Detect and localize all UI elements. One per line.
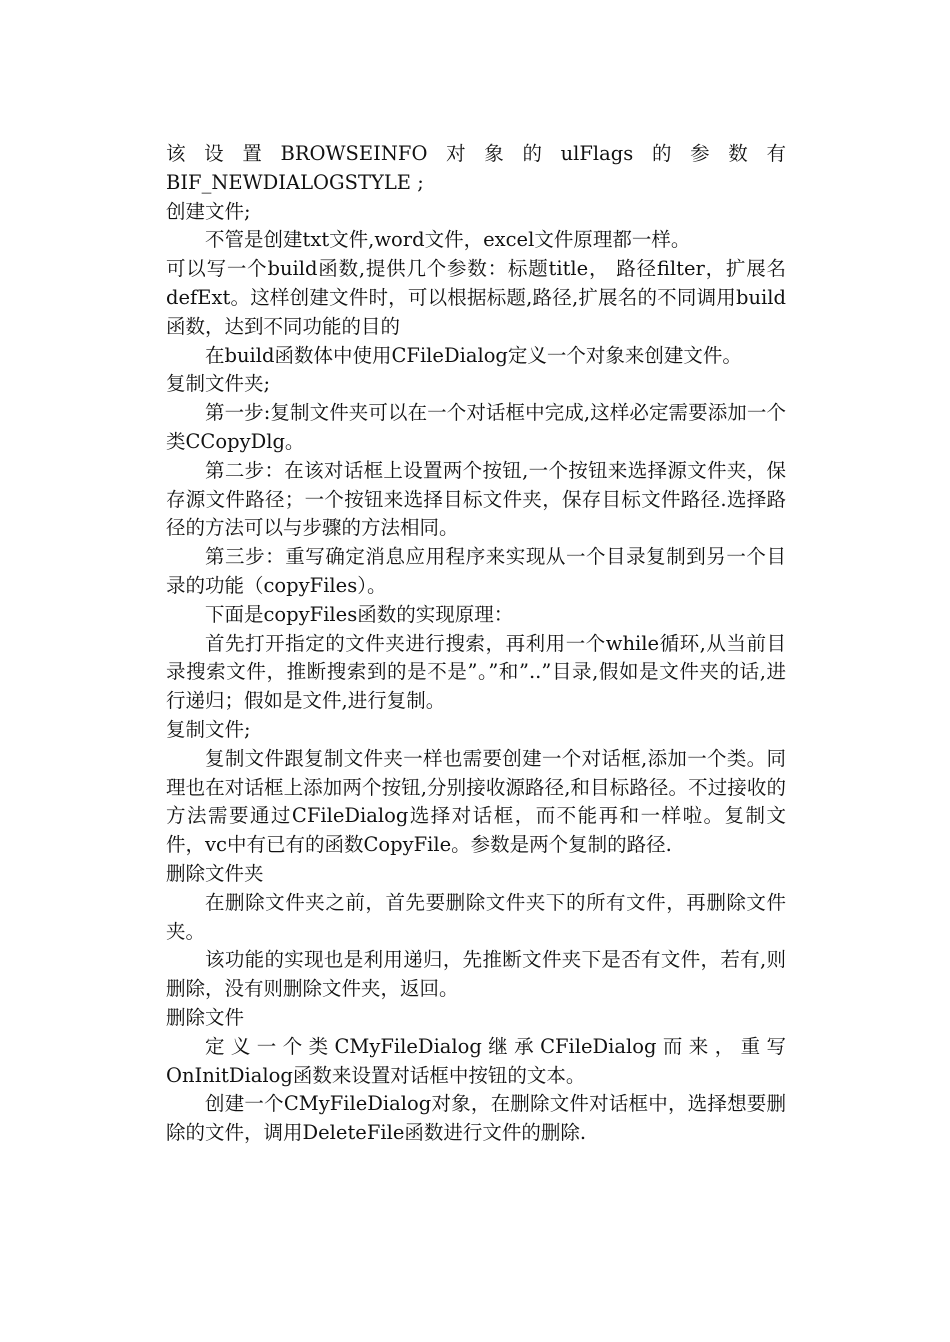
first-line-word: ulFlags: [560, 142, 634, 165]
first-line-word: 设: [204, 142, 224, 165]
first-line-word: 象: [484, 142, 504, 165]
first-line-word: 的: [522, 142, 542, 165]
first-line-word: 有: [766, 142, 786, 165]
document-page: [166, 140, 786, 1148]
paragraph: 复制文件跟复制文件夹一样也需要创建一个对话框,添加一个类。同理也在对话框上添加两个按钮,分别接收源路径,和目标路径。不过接收的方法需要通过CFileDialog选择对话框，而不能再和一样啦。复制文件，vc中有已有的函数CopyFile。参数是两个复制的路径.: [166, 746, 786, 857]
paragraph: 在build函数体中使用CFileDialog定义一个对象来创建文件。: [205, 343, 742, 367]
first-line: [166, 140, 786, 169]
section-heading: 创建文件;: [166, 199, 251, 223]
paragraph: 不管是创建txt文件,word文件，excel文件原理都一样。: [205, 228, 691, 252]
section-heading: 复制文件;: [166, 717, 251, 741]
paragraph: 创建一个CMyFileDialog对象，在删除文件对话框中，选择想要删除的文件，调用DeleteFile函数进行文件的删除.: [166, 1092, 786, 1145]
first-line-word: 数: [728, 142, 748, 165]
paragraph: 该功能的实现也是利用递归，先推断文件夹下是否有文件，若有,则删除，没有则删除文件夹，返回。: [166, 948, 786, 1001]
first-line-word: 的: [651, 142, 672, 165]
section-heading: 删除文件: [166, 1005, 245, 1029]
paragraph: 第一步:复制文件夹可以在一个对话框中完成,这样必定需要添加一个类CCopyDlg。: [166, 401, 786, 453]
first-line-word: BROWSEINFO: [280, 142, 428, 165]
section-heading: 复制文件夹;: [166, 372, 271, 396]
document-body: [166, 169, 786, 1148]
paragraph: 首先打开指定的文件夹进行搜索，再利用一个while循环,从当前目录搜索文件，推断搜索到的是不是”。”和”..”目录,假如是文件夹的话,进行递归；假如是文件,进行复制。: [166, 631, 786, 713]
paragraph: 在删除文件夹之前，首先要删除文件夹下的所有文件，再删除文件夹。: [166, 890, 786, 943]
first-line-word: 对: [446, 142, 466, 165]
first-line-word: 该: [166, 142, 186, 165]
first-line-word: 置: [242, 142, 262, 165]
paragraph: BIF_NEWDIALOGSTYLE ;: [166, 170, 424, 194]
section-heading: 删除文件夹: [166, 861, 264, 885]
paragraph: 可以写一个build函数,提供几个参数：标题title， 路径filter，扩展名defExt。这样创建文件时，可以根据标题,路径,扩展名的不同调用build函数，达到不同功能的目的: [166, 257, 786, 338]
paragraph: 下面是copyFiles函数的实现原理：: [205, 602, 514, 626]
paragraph: 定义一个类CMyFileDialog继承CFileDialog而来，重写OnInitDialog函数来设置对话框中按钮的文本。: [166, 1034, 786, 1087]
first-line-word: 参: [690, 142, 710, 165]
paragraph: 第三步：重写确定消息应用程序来实现从一个目录复制到另一个目录的功能（copyFiles）。: [166, 545, 786, 597]
paragraph: 第二步：在该对话框上设置两个按钮,一个按钮来选择源文件夹，保存源文件路径；一个按钮来选择目标文件夹，保存目标文件路径.选择路径的方法可以与步骤的方法相同。: [166, 458, 786, 540]
